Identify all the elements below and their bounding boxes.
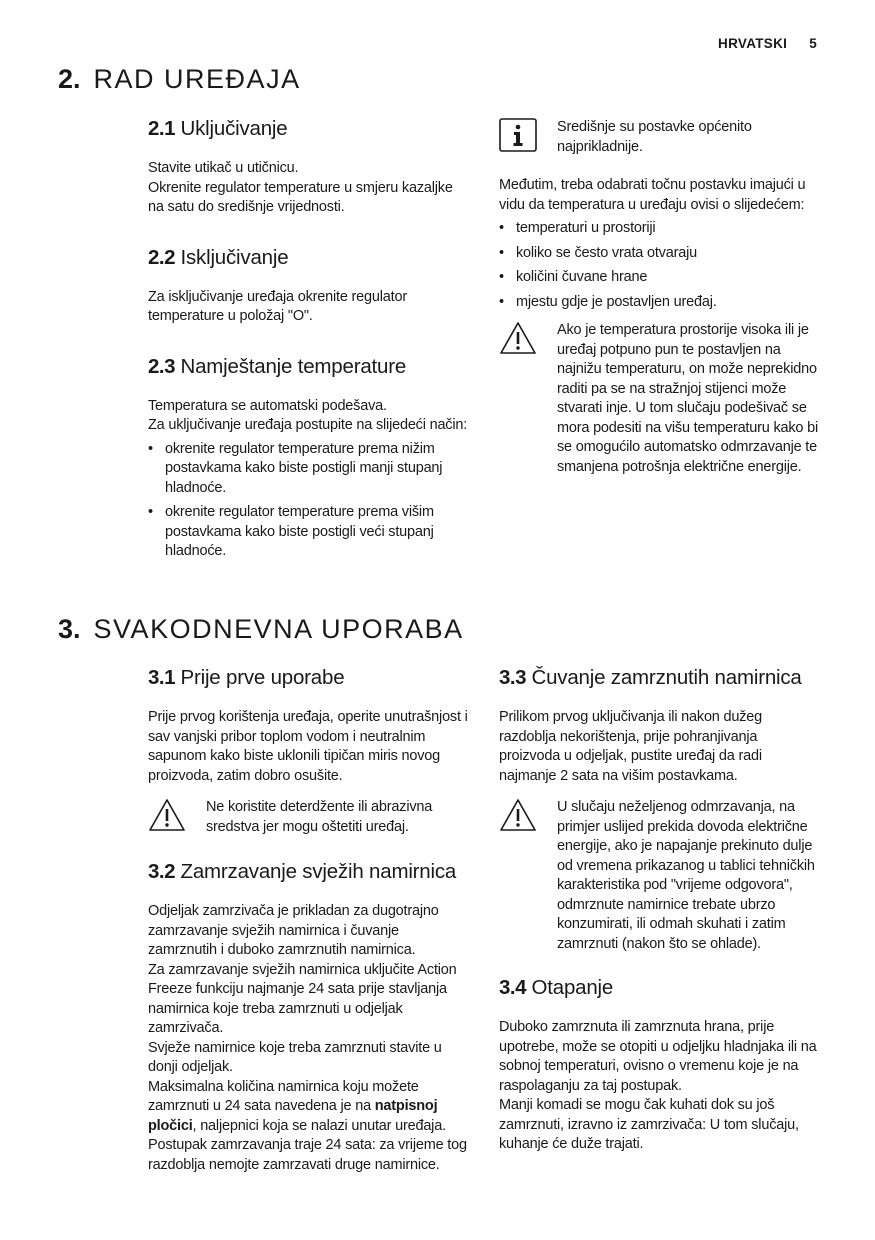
- rating-plate-keyword: natpisnoj pločici: [148, 1098, 438, 1134]
- list-item: • količini čuvane hrane: [499, 268, 819, 288]
- list-item: • temperaturi u prostoriji: [499, 219, 819, 239]
- chapter-3-right-column: [499, 666, 819, 1155]
- section-3-4-heading: 3.4 Otapanje: [499, 976, 614, 999]
- page-number: 5: [809, 36, 817, 51]
- list-item: • mjestu gdje je postavljen uređaj.: [499, 293, 819, 313]
- chapter-2-heading: [58, 64, 301, 95]
- section-3-3-warning-text: U slučaju neželjenog odmrzavanja, na primjer uslijed prekida dovoda električne energije, ako je napajanje prekinuto dulje od vremena prikazanog u tablici tehničkih karakteristika pod "vrijeme odgovora", odmrznute namirnice trebate ubrzo konzumirati, ili odmah skuhati i zatim zamrznuti (nakon što se ohlade).: [557, 799, 815, 952]
- info-note: [499, 118, 819, 158]
- chapter-3-number: 3.: [58, 614, 81, 644]
- chapter-3-heading: [58, 614, 464, 645]
- warning-icon: [499, 798, 537, 832]
- temperature-factors-list: [499, 219, 819, 312]
- list-item: • okrenite regulator temperature prema višim postavkama kako biste postigli veći stupanj hladnoće.: [148, 503, 468, 562]
- list-item: • koliko se često vrata otvaraju: [499, 244, 819, 264]
- info-icon: [499, 118, 537, 152]
- list-item: • okrenite regulator temperature prema nižim postavkama kako biste postigli manji stupanj hladnoće.: [148, 440, 468, 499]
- section-3-1-text: Prije prvog korištenja uređaja, operite unutrašnjost i sav vanjski pribor toplom vodom i neutralnim sapunom kako biste uklonili tipičan miris novog proizvoda, zatim dobro osušite.: [148, 709, 468, 784]
- running-header: [718, 36, 817, 51]
- warning-note: [499, 321, 819, 477]
- warning-note-text: Ako je temperatura prostorije visoka ili je uređaj potpuno pun te postavljen na najnižu temperaturu, on može neprekidno raditi pa se na stražnjoj stijenci može stvarati inje. U tom slučaju podešivač se mora podesiti na višu temperaturu kako bi se omogućilo automatsko odmrzavanje te smanjena potrošnja električne energije.: [557, 322, 818, 475]
- section-3-2-text: Odjeljak zamrzivača je prikladan za dugotrajno zamrzavanje svježih namirnica i čuvanje zamrznutih i duboko zamrznutih namirnica. Za zamrzavanje svježih namirnica uključite Action Freeze funkciju najmanje 24 sata prije stavljanja namirnica koje treba zamrznuti u odjeljak zamrzivača. Svježe namirnice koje treba zamrznuti stavite u donji odjeljak. Maksimalna količina namirnica koju možete zamrznuti u 24 sata navedena je na natpisnoj pločici, naljepnici koja se nalazi unutar uređaja. Postupak zamrzavanja traje 24 sata: za vrijeme tog razdoblja nemojte zamrzavati druge namirnice.: [148, 903, 467, 1173]
- section-3-1-warning-text: Ne koristite deterdžente ili abrazivna sredstva jer mogu oštetiti uređaj.: [206, 799, 433, 835]
- section-3-1-warning: [148, 798, 468, 838]
- section-3-2-heading: 3.2 Zamrzavanje svježih namirnica: [148, 860, 457, 883]
- section-3-3-warning: [499, 798, 819, 954]
- warning-icon: [148, 798, 186, 832]
- header-language: HRVATSKI: [718, 36, 788, 51]
- section-2-1-text: Stavite utikač u utičnicu. Okrenite regulator temperature u smjeru kazaljke na satu do središnje vrijednosti.: [148, 160, 453, 215]
- chapter-2-right-column: [499, 118, 819, 477]
- section-3-4-text: Duboko zamrznuta ili zamrznuta hrana, prije upotrebe, može se otopiti u odjeljku hladnjaka ili na sobnoj temperaturi, ovisno o vremenu koje je na raspolaganju za taj postupak. Manji komadi se mogu čak kuhati dok su još zamrznuti, izravno iz zamrzivača: U tom slučaju, kuhanje će duže trajati.: [499, 1019, 817, 1152]
- chapter-2-left-column: [148, 117, 468, 567]
- chapter-3-left-column: [148, 666, 468, 1175]
- info-note-text: Središnje su postavke općenito najprikladnije.: [557, 119, 752, 155]
- warning-icon: [499, 321, 537, 355]
- section-2-3-list: [148, 440, 468, 562]
- temperature-dependency-text: Međutim, treba odabrati točnu postavku imajući u vidu da temperatura u uređaju ovisi o slijedećem:: [499, 177, 806, 213]
- section-2-1-heading: 2.1 Uključivanje: [148, 117, 288, 140]
- section-3-3-heading: 3.3 Čuvanje zamrznutih namirnica: [499, 666, 802, 689]
- section-2-2-text: Za isključivanje uređaja okrenite regulator temperature u položaj "O".: [148, 288, 407, 324]
- section-3-1-heading: 3.1 Prije prve uporabe: [148, 666, 345, 689]
- section-2-3-heading: 2.3 Namještanje temperature: [148, 354, 407, 378]
- section-2-2-heading: 2.2 Isključivanje: [148, 245, 289, 269]
- section-2-3-text: Temperatura se automatski podešava. Za uključivanje uređaja postupite na slijedeći način:: [148, 397, 468, 433]
- chapter-2-title: RAD UREĐAJA: [93, 64, 301, 94]
- section-3-3-text: Prilikom prvog uključivanja ili nakon dužeg razdoblja nekorištenja, prije pohranjivanja proizvoda u odjeljak, pustite uređaj da radi najmanje 2 sata na višim postavkama.: [499, 709, 763, 784]
- chapter-2-number: 2.: [58, 64, 81, 94]
- chapter-3-title: SVAKODNEVNA UPORABA: [93, 614, 464, 644]
